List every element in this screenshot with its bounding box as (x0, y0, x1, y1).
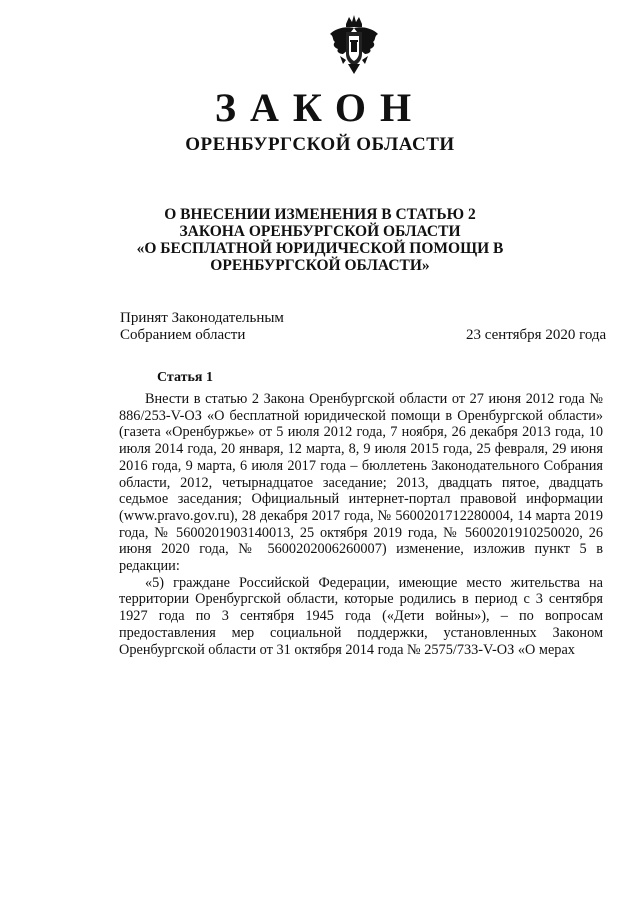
document-subtitle: ОРЕНБУРГСКОЙ ОБЛАСТИ (185, 134, 455, 155)
article-title: Статья 1 (157, 370, 213, 385)
adoption-date: 23 сентября 2020 года (466, 327, 607, 343)
law-heading (120, 206, 520, 274)
law-heading-line: О ВНЕСЕНИИ ИЗМЕНЕНИЯ В СТАТЬЮ 2 (164, 206, 476, 223)
law-heading-line: ОРЕНБУРГСКОЙ ОБЛАСТИ» (210, 257, 430, 274)
coat-of-arms-icon (326, 14, 382, 76)
article-body (119, 391, 603, 658)
law-heading-line: ЗАКОНА ОРЕНБУРГСКОЙ ОБЛАСТИ (179, 223, 461, 240)
adopted-by-line: Принят Законодательным (120, 310, 284, 326)
law-heading-line: «О БЕСПЛАТНОЙ ЮРИДИЧЕСКОЙ ПОМОЩИ В (136, 240, 504, 257)
document-title: ЗАКОН (214, 85, 426, 130)
adopted-by-line: Собранием области (120, 327, 246, 343)
adopted-by (120, 310, 284, 344)
paragraph: «5) граждане Российской Федерации, имеющие место жительства на территории Оренбургской области, которые родились в период с 3 сентября 1927 года по 3 сентября 1945 года («Дети войны»), – по вопросам предоставления мер социальной поддержки, установленных Законом Оренбургской области от 31 октября 2014 года № 2575/733-V-ОЗ «О мерах (119, 574, 603, 658)
paragraph: Внести в статью 2 Закона Оренбургской области от 27 июня 2012 года № 886/253-V-ОЗ «О бесплатной юридической помощи в Оренбургской области» (газета «Оренбуржье» от 5 июля 2012 года, 7 ноября, 26 декабря 2013 года, 10 июля 2014 года, 20 января, 12 марта, 8, 9 июля 2015 года, 25 февраля, 29 июня 2016 года, 9 марта, 6 июля 2017 года – бюллетень Законодательного Собрания области, 2012, четырнадцатое заседание; 2013, двадцать пятое, двадцать седьмое заседания; Официальный интернет-портал правовой информации (www.pravo.gov.ru), 28 декабря 2017 года, № 5600201712280004, 14 марта 2019 года, № 5600201903140013, 25 октября 2019 года, № 5600201910250020, 26 июня 2020 года, № 5600202006260007) изменение, изложив пункт 5 в редакции: (119, 391, 603, 575)
